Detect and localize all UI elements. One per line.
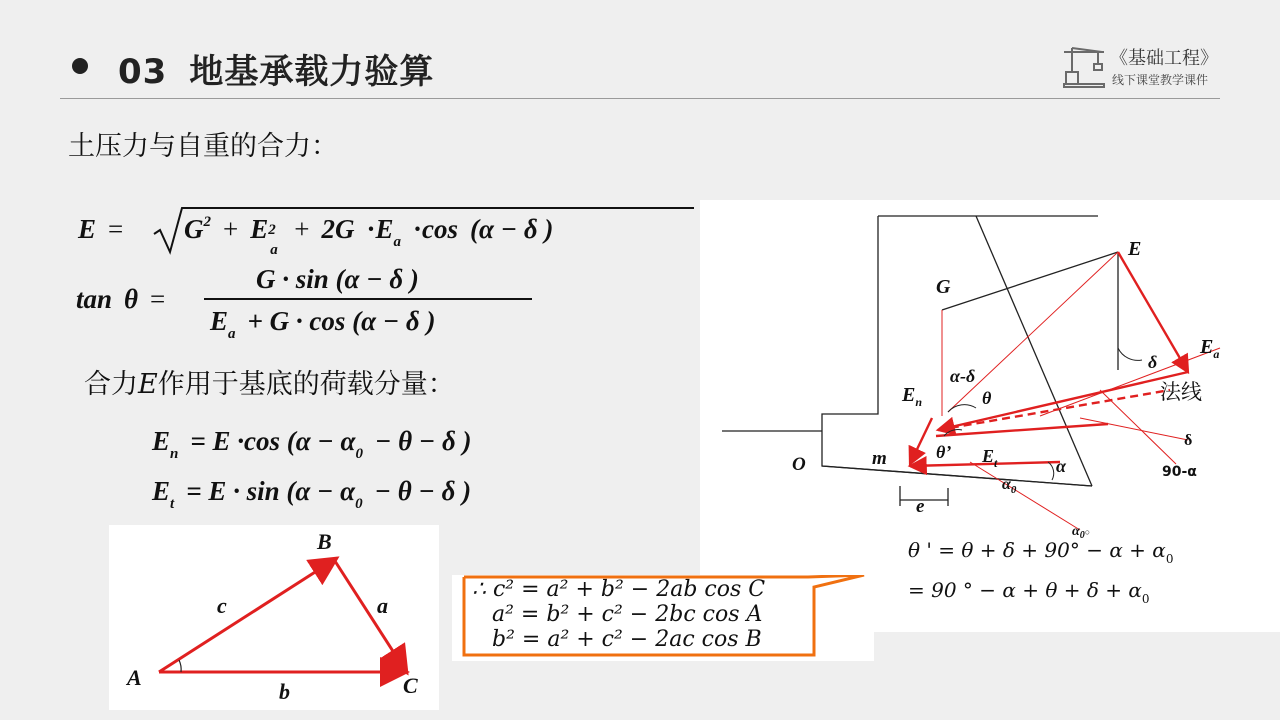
label-Et: $E_t$ (982, 446, 998, 470)
side-b: b (279, 679, 290, 704)
label-delta-out: δ (1184, 432, 1193, 449)
section-title: 地基承载力验算 (189, 52, 435, 92)
theta-prime-equation-line2: = 90 ° − $\alpha + \theta + \delta + \alpha_0$ (908, 578, 1150, 606)
formula-tan-lhs: tan θ = (76, 284, 166, 314)
cosine-law-line-3: b² = a² + c² − 2ac cos B (492, 627, 762, 652)
formula-tan-denominator: $E_a + G \cdot \cos (\alpha - \delta$ ) (210, 306, 436, 342)
cosine-law-line-2: a² = b² + c² − 2bc cos A (492, 602, 763, 627)
label-alpha00: $\alpha_0○$ (1072, 524, 1091, 541)
vector-triangle (109, 525, 439, 710)
theta-prime-equation-line1: θ ' = $\theta + \delta + 90^\circ - \alpha + \alpha_0$ (908, 538, 1174, 566)
vector-triangle-figure (109, 525, 439, 710)
label-G: G (936, 276, 951, 298)
crane-logo-icon (1062, 44, 1108, 88)
label-theta: θ (982, 388, 992, 408)
logo-title: 《基础工程》 (1110, 48, 1218, 69)
label-E: E (1128, 238, 1142, 260)
side-a: a (377, 593, 388, 618)
label-delta-small: δ (1148, 352, 1158, 372)
label-En: $E_n$ (902, 384, 923, 409)
side-c: c (217, 593, 227, 618)
vertex-B: B (317, 529, 332, 554)
slide-title (118, 44, 434, 93)
title-bullet (72, 58, 88, 74)
label-normal-line: 法线 (1160, 380, 1202, 404)
vertex-C: C (403, 673, 418, 698)
vertex-A: A (127, 665, 142, 690)
label-Ea: $E_a$ (1200, 336, 1220, 361)
formula-resultant-radicand: $G^2 + E$ 2 a + $2G \cdot E_a \cdot\cos$ (α − δ ) (184, 214, 554, 258)
label-ninety-minus-alpha: 90-α (1162, 464, 1197, 480)
formula-tan-numerator: G · sin (α − δ ) (256, 264, 419, 294)
label-e: e (916, 496, 925, 517)
title-divider (60, 98, 1220, 99)
cosine-law-line-1: ∴ c² = a² + b² − 2ab cos C (472, 577, 766, 602)
formula-tangential-component: $E_t = E \cdot \sin (\alpha - \alpha_0 - \theta - \delta$ ) (152, 476, 472, 512)
components-heading: 合力E作用于基底的荷载分量： (84, 369, 455, 400)
logo-subtitle: 线下课堂教学课件 (1112, 73, 1209, 87)
label-O: O (792, 454, 806, 475)
label-alpha: α (1056, 456, 1066, 476)
section-number: 03 (118, 52, 168, 92)
fraction-bar (204, 298, 532, 300)
force-diagram-figure (700, 200, 1280, 632)
section-heading: 土压力与自重的合力： (68, 131, 338, 162)
force-diagram (700, 200, 1280, 632)
formula-resultant: E = (78, 214, 124, 244)
formula-normal-component: $E_n = E \cdot\cos$ ($\alpha - \alpha_0 - \theta - \delta$ ) (152, 426, 472, 462)
label-theta-prime: θ’ (936, 442, 952, 462)
label-alpha-delta: α-δ (950, 366, 976, 386)
law-of-cosines-callout (452, 575, 874, 661)
label-m: m (872, 448, 887, 469)
label-alpha0: $\alpha_0$ (1002, 476, 1017, 496)
